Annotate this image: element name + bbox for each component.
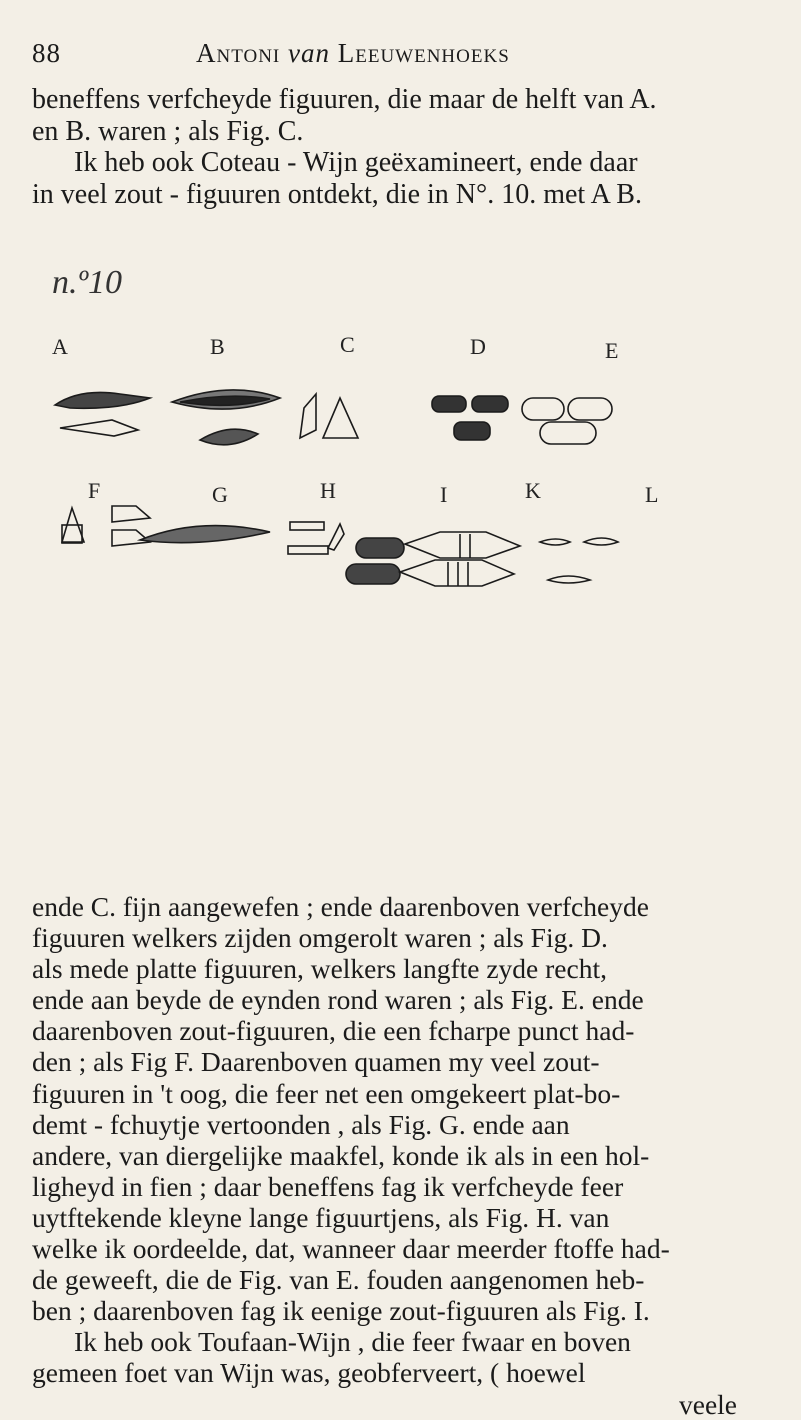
page-number: 88 (32, 38, 61, 68)
paragraph-bottom (32, 891, 777, 1420)
figure-label-i: I (440, 482, 448, 507)
text-line: figuuren welkers zijden omgerolt waren ; als Fig. D. (32, 922, 608, 954)
figure-d-drawing (432, 396, 508, 440)
running-title (196, 38, 510, 69)
text-line: welke ik oordeelde, dat, wanneer daar meerder ftoffe had- (32, 1233, 670, 1265)
figure-g-drawing (112, 506, 270, 546)
text-line: ben ; daarenboven fag ik eenige zout-figuuren als Fig. I. (32, 1295, 650, 1327)
figure-label-e: E (605, 338, 619, 363)
figure-h-drawing (288, 522, 344, 554)
text-line: ende C. fijn aangewefen ; ende daarenboven verfcheyde (32, 891, 649, 922)
running-title-author: Antoni (196, 38, 281, 68)
figure-label-g: G (212, 482, 228, 507)
text-line: Ik heb ook Coteau - Wijn geëxamineert, ende daar (74, 147, 638, 178)
figure-a-drawing (55, 392, 150, 436)
crystal-drawings (0, 310, 801, 620)
text-line: de geweeft, die de Fig. van E. fouden aangenomen heb- (32, 1264, 645, 1296)
running-title-surname: Leeuwenhoeks (337, 38, 510, 68)
figure-label-f: F (88, 478, 101, 503)
figure-label-b: B (210, 334, 225, 359)
text-line: andere, van diergelijke maakfel, konde ik als in een hol- (32, 1139, 650, 1171)
figure-i-drawing (346, 538, 404, 584)
figure-label-a: A (52, 334, 68, 359)
text-line: als mede platte figuuren, welkers langfte zyde recht, (32, 953, 607, 985)
text-line: uytftekende kleyne lange figuurtjens, als Fig. H. van (32, 1201, 610, 1233)
figure-b-drawing (172, 390, 280, 445)
text-line: beneffens verfcheyde figuuren, die maar de helft van A. (32, 84, 657, 115)
paragraph-top (32, 84, 777, 210)
page-header (32, 38, 771, 78)
catchword: veele (678, 1388, 737, 1420)
figure-plate (0, 310, 801, 620)
text-line: demt - fchuytje vertoonden , als Fig. G. ende aan (32, 1108, 570, 1140)
figure-f-drawing (62, 508, 84, 543)
text-line: in veel zout - figuuren ontdekt, die in N°. 10. met A B. (32, 178, 642, 210)
text-line: ligheyd in fien ; daar beneffens fag ik verfcheyde feer (32, 1170, 624, 1202)
text-line: daarenboven zout-figuuren, die een fcharpe punct had- (32, 1015, 635, 1047)
text-line: ende aan beyde de eynden rond waren ; als Fig. E. ende (32, 984, 644, 1016)
figure-label-d: D (470, 334, 486, 359)
text-line: gemeen foet van Wijn was, geobferveert, ( hoewel (32, 1357, 586, 1389)
figure-e-drawing (522, 398, 612, 444)
figure-c-drawing (300, 394, 358, 438)
running-title-particle: van (288, 38, 330, 68)
text-line: Ik heb ook Toufaan-Wijn , die feer fwaar en boven (74, 1326, 631, 1358)
figure-label-h: H (320, 478, 336, 503)
figure-label-k: K (525, 478, 541, 503)
text-line: figuuren in 't oog, die feer net een omgekeert plat-bo- (32, 1077, 621, 1109)
figure-label-c: C (340, 332, 355, 357)
figure-l-drawing (540, 538, 618, 583)
handwritten-note: n.º10 (52, 264, 123, 301)
figure-label-l: L (645, 482, 659, 507)
figure-k-drawing (400, 532, 520, 586)
text-line: den ; als Fig F. Daarenboven quamen my veel zout- (32, 1046, 600, 1078)
text-line: en B. waren ; als Fig. C. (32, 115, 304, 147)
